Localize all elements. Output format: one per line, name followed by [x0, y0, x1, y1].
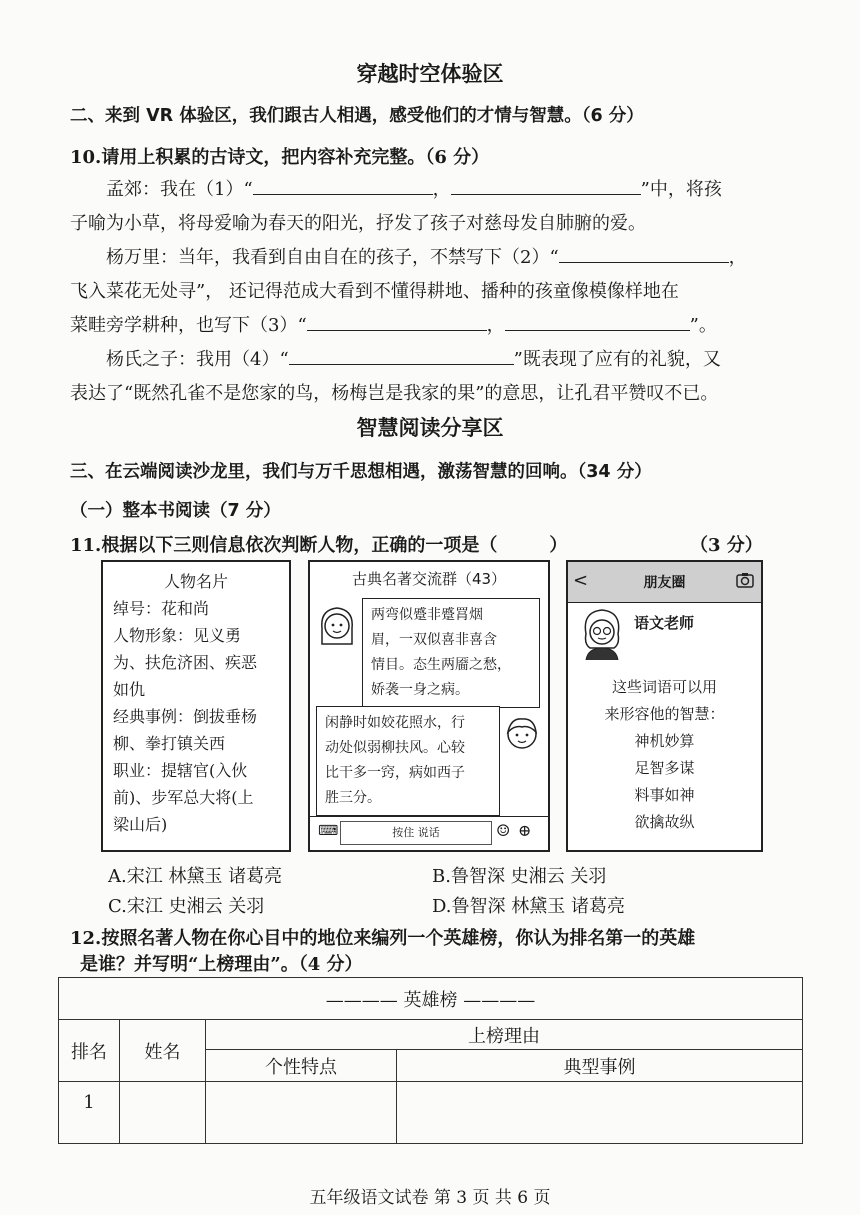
- q11-stem-text: 11.根据以下三则信息依次判断人物，正确的一项是（: [70, 535, 498, 556]
- q11-stem: [70, 531, 567, 557]
- bubble2-line: 闲静时如姣花照水，行: [325, 715, 465, 731]
- moments-card: [566, 560, 763, 852]
- post-word: 足智多谋: [634, 759, 695, 777]
- q10-line3: [106, 243, 747, 269]
- moments-title: 朋友圈: [643, 575, 686, 591]
- row1-trait-cell[interactable]: [206, 1082, 397, 1144]
- emoji-icon[interactable]: ☺: [496, 821, 511, 840]
- q10-line1-suffix: ”中，将孩: [640, 179, 722, 200]
- row1-event-cell[interactable]: [397, 1082, 803, 1144]
- chat-input-bar: [310, 816, 548, 849]
- q10-line1-comma: ，: [432, 179, 451, 200]
- card1-line: 经典事例：倒拔垂杨: [113, 707, 258, 726]
- q12-line2: 是谁？并写明“上榜理由”。（4 分）: [80, 954, 363, 975]
- option-d[interactable]: D.鲁智深 林黛玉 诸葛亮: [432, 896, 625, 917]
- girl-avatar-icon: [316, 602, 358, 654]
- q10-line6-prefix: 杨氏之子：我用（4）“: [106, 349, 289, 370]
- sub1-heading: （一）整本书阅读（7 分）: [70, 501, 281, 521]
- card1-title: 人物名片: [163, 572, 228, 591]
- chat-title: 古典名著交流群（43）: [351, 570, 507, 588]
- q10-stem: 10.请用上积累的古诗文，把内容补充完整。（6 分）: [70, 147, 490, 168]
- q10-line5-comma: ，: [486, 315, 505, 336]
- q10-line6: [106, 345, 721, 371]
- blank-3a[interactable]: [307, 312, 487, 331]
- hero-table-title: ———— 英雄榜 ————: [59, 978, 803, 1020]
- option-a[interactable]: A.宋江 林黛玉 诸葛亮: [108, 866, 283, 887]
- q12-line1: 12.按照名著人物在你心目中的地位来编列一个英雄榜，你认为排名第一的英雄: [70, 928, 696, 949]
- row1-rank: 1: [59, 1082, 120, 1144]
- group-chat-card: [308, 560, 550, 852]
- section-title-time-travel: 穿越时空体验区: [356, 62, 504, 86]
- header-name: 姓名: [120, 1020, 206, 1082]
- q10-line5-suffix: ”。: [689, 315, 717, 336]
- page-footer: 五年级语文试卷 第 3 页 共 6 页: [309, 1188, 551, 1208]
- q10-line7: 表达了“既然孔雀不是您家的鸟，杨梅岂是我家的果”的意思，让孔君平赞叹不已。: [70, 383, 719, 404]
- q10-line4: 飞入菜花无处寻”， 还记得范成大看到不懂得耕地、播种的孩童像模像样地在: [70, 281, 679, 302]
- bubble2-line: 胜三分。: [325, 790, 381, 806]
- q11-answer-blank[interactable]: [497, 533, 549, 551]
- row1-name-cell[interactable]: [120, 1082, 206, 1144]
- blank-1b[interactable]: [451, 176, 641, 195]
- option-b[interactable]: B.鲁智深 史湘云 关羽: [432, 866, 607, 887]
- bubble2-line: 比干多一窍，病如西子: [325, 765, 465, 781]
- part2-heading: 二、来到 VR 体验区，我们跟古人相遇，感受他们的才情与智慧。（6 分）: [70, 106, 644, 126]
- card1-line: 为、扶危济困、疾恶: [113, 653, 258, 672]
- q10-line1: [106, 175, 722, 201]
- header-rank: 排名: [59, 1020, 120, 1082]
- q11-close: ）: [549, 535, 568, 556]
- q10-line6-suffix: ”既表现了应有的礼貌，又: [513, 349, 721, 370]
- bubble1-line: 两弯似蹙非蹙罥烟: [371, 607, 483, 623]
- chat-bubble-1: [362, 598, 540, 708]
- card1-body: [103, 595, 289, 838]
- card1-line: 绰号：花和尚: [113, 599, 210, 618]
- post-word: 料事如神: [634, 786, 695, 804]
- bubble2-line: 动处似弱柳扶风。心较: [325, 740, 465, 756]
- camera-icon[interactable]: [736, 572, 754, 592]
- keyboard-icon[interactable]: ⌨: [318, 823, 339, 839]
- moments-header: [568, 562, 761, 603]
- q10-line5-prefix: 菜畦旁学耕种，也写下（3）“: [70, 315, 307, 336]
- section-title-reading: 智慧阅读分享区: [356, 416, 504, 440]
- header-reason: 上榜理由: [206, 1020, 803, 1050]
- back-arrow-icon[interactable]: <: [573, 570, 589, 591]
- option-c[interactable]: C.宋江 史湘云 关羽: [108, 896, 265, 917]
- header-event: 典型事例: [397, 1050, 803, 1082]
- bubble1-line: 情目。态生两靥之愁，: [371, 657, 511, 673]
- card1-line: 职业：提辖官(入伙: [113, 761, 248, 780]
- teacher-name: 语文老师: [634, 614, 695, 632]
- moments-post: [568, 674, 761, 836]
- q10-line3-comma: ，: [728, 247, 747, 268]
- q10-line3-prefix: 杨万里：当年，我看到自由自在的孩子，不禁写下（2）“: [106, 247, 559, 268]
- teacher-avatar-icon: [578, 604, 626, 664]
- q10-line2: 子喻为小草，将母爱喻为春天的阳光，抒发了孩子对慈母发自肺腑的爱。: [70, 213, 646, 234]
- blank-4[interactable]: [289, 346, 514, 365]
- card1-line: 人物形象：见义勇: [113, 626, 242, 645]
- blank-2[interactable]: [559, 244, 729, 263]
- bubble1-line: 娇袭一身之病。: [371, 682, 469, 698]
- post-word: 神机妙算: [634, 732, 695, 750]
- header-trait: 个性特点: [206, 1050, 397, 1082]
- character-card: [101, 560, 291, 852]
- post-line: 这些词语可以用: [611, 678, 717, 696]
- hold-to-talk-button[interactable]: 按住 说话: [340, 821, 492, 845]
- q10-line5: [70, 311, 717, 337]
- boy-avatar-icon: [503, 712, 541, 758]
- card1-line: 如仇: [113, 680, 146, 699]
- blank-1a[interactable]: [253, 176, 433, 195]
- card1-line: 柳、拳打镇关西: [113, 734, 226, 753]
- post-line: 来形容他的智慧：: [604, 705, 725, 723]
- card1-line: 前)、步军总大将(上: [113, 788, 254, 807]
- plus-icon[interactable]: ⊕: [518, 821, 532, 840]
- card1-line: 梁山后): [113, 815, 168, 834]
- bubble1-line: 眉，一双似喜非喜含: [371, 632, 497, 648]
- q10-line1-prefix: 孟郊：我在（1）“: [106, 179, 253, 200]
- part3-heading: 三、在云端阅读沙龙里，我们与万千思想相遇，激荡智慧的回响。（34 分）: [70, 462, 652, 482]
- q11-score: （3 分）: [690, 535, 763, 556]
- hero-table: [58, 977, 803, 1144]
- chat-bubble-2: [316, 706, 500, 816]
- post-word: 欲擒故纵: [634, 813, 695, 831]
- blank-3b[interactable]: [505, 312, 690, 331]
